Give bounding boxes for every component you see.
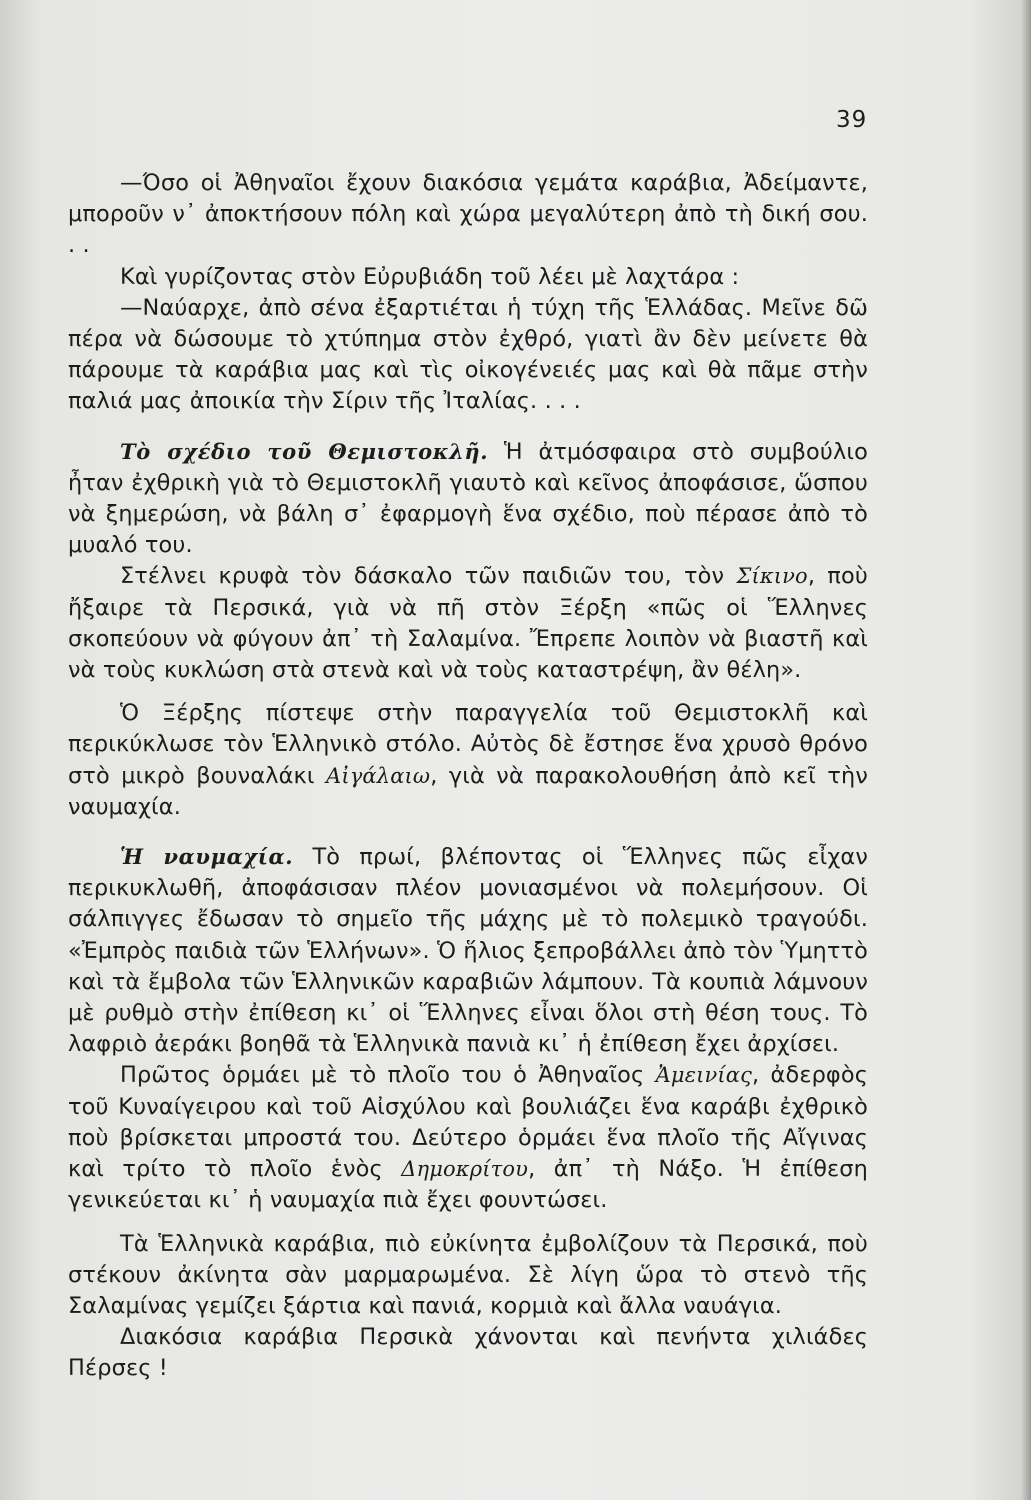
name-demokritos: Δημοκρίτου: [401, 1157, 529, 1182]
paragraph-battle-text: Τὸ πρωί, βλέποντας οἱ Ἕλληνες πῶς εἶχαν περικυκλωθῆ, ἀποφάσισαν πλέον μονιασμένοι νὰ πολεμήσουν. Οἱ σάλπιγγες ἔδωσαν τὸ σημεῖο τῆς μάχης μὲ τὸ πολεμικὸ τραγούδι. «Ἐμπρὸς παιδιὰ τῶν Ἑλλήνων». Ὁ ἥλιος ξεπροβάλλει ἀπὸ τὸν Ὑμηττὸ καὶ τὰ ἔμβολα τῶν Ἑλληνικῶν καραβιῶν λάμπουν. Τὰ κουπιὰ λάμνουν μὲ ρυθμὸ στὴν ἐπίθεση κι᾿ οἱ Ἕλληνες εἶναι ὅλοι στὴ θέση τους. Τὸ λαφριὸ ἀεράκι βοηθᾶ τὰ Ἑλληνικὰ πανιὰ κι᾿ ἡ ἐπίθεση ἔχει ἀρχίσει.: [68, 844, 869, 1058]
paragraph-sikinos-b: , ποὺ ἤξαιρε τὰ Περσικά, γιὰ νὰ πῆ στὸν Ξέρξη «πῶς οἱ Ἕλληνες σκοπεύουν νὰ φύγουν ἀπ᾿ τὴ Σαλαμίνα. Ἔπρεπε λοιπὸν νὰ βιαστῆ καὶ νὰ τοὺς κυκλώση στὰ στενὰ καὶ νὰ τοὺς καταστρέψη, ἂν θέλη».: [68, 563, 868, 684]
paragraph-ameinias-a: Πρῶτος ὁρμάει μὲ τὸ πλοῖο του ὁ Ἀθηναῖος: [120, 1062, 656, 1089]
paragraph-dialog-2: —Ναύαρχε, ἀπὸ σένα ἐξαρτιέται ἡ τύχη τῆς Ἑλλάδας. Μεῖνε δῶ πέρα νὰ δώσουμε τὸ χτύπημα στὸν ἐχθρό, γιατὶ ἂν δὲν μείνετε θὰ πάρουμε τὰ καράβια μας καὶ τὶς οἰκογένειές μας καὶ θὰ πᾶμε στὴν παλιά μας ἀποικία τὴν Σίριν τῆς Ἰταλίας. . . .: [68, 294, 868, 415]
paragraph-dialog-1: —Όσο οἱ Ἀθηναῖοι ἔχουν διακόσια γεμάτα καράβια, Ἀδείμαντε, μποροῦν ν᾿ ἀποκτήσουν πόλη καὶ χώρα μεγαλύτερη ἀπὸ τὴ δική σου. . .: [68, 170, 868, 259]
paragraph-narration-1: Καὶ γυρίζοντας στὸν Εὐρυβιάδη τοῦ λέει μὲ λαχτάρα :: [120, 263, 740, 290]
paragraph-plan: [68, 436, 868, 562]
paragraph-plan-text: Ἡ ἀτμόσφαιρα στὸ συμβούλιο ἦταν ἐχθρικὴ γιὰ τὸ Θεμιστοκλῆ γιαυτὸ καὶ κεῖνος ἀποφάσισε, ὥσπου νὰ ξημερώση, νὰ βάλη σ᾿ ἐφαρμογὴ ἕνα σχέδιο, ποὺ πέρασε ἀπὸ τὸ μυαλό του.: [68, 438, 868, 559]
paragraph-ameinias-c: , ἀπ᾿ τὴ Νάξο. Ἡ ἐπίθεση γενικεύεται κι᾿ ἡ ναυμαχία πιὰ ἔχει φουντώσει.: [68, 1156, 868, 1214]
paragraph-xerxes: [68, 698, 868, 823]
page-edge-shadow: [1021, 0, 1031, 1500]
page-number: 39: [836, 107, 868, 133]
paragraph-sikinos: [68, 561, 868, 686]
paragraph-sikinos-a: Στέλνει κρυφὰ τὸν δάσκαλο τῶν παιδιῶν του, τὸν: [120, 563, 737, 590]
paragraph-ameinias: [68, 1060, 868, 1216]
paragraph-ships: Τὰ Ἑλληνικὰ καράβια, πιὸ εὐκίνητα ἐμβολίζουν τὰ Περσικά, ποὺ στέκουν ἀκίνητα σὰν μαρμαρωμένα. Σὲ λίγη ὥρα τὸ στενὸ τῆς Σαλαμίνας γεμίζει ξάρτια καὶ πανιά, κορμιὰ καὶ ἄλλα ναυάγια.: [68, 1230, 868, 1319]
name-ameinias: Ἀμεινίας: [655, 1063, 753, 1088]
paragraph-losses: Διακόσια καράβια Περσικὰ χάνονται καὶ πενήντα χιλιάδες Πέρσες !: [68, 1324, 868, 1382]
page-body-text: [68, 168, 868, 1385]
paragraph-battle: [68, 841, 868, 1060]
section-heading-battle: Ἡ ναυμαχία.: [120, 844, 294, 870]
paragraph-xerxes-b: , γιὰ νὰ παρακολουθήση ἀπὸ κεῖ τὴν ναυμαχία.: [68, 762, 868, 820]
paragraph-ameinias-b: , ἀδερφὸς τοῦ Κυναίγειρου καὶ τοῦ Αἰσχύλου καὶ βουλιάζει ἕνα καράβι ἐχθρικὸ ποὺ βρίσκεται μπροστά του. Δεύτερο ὁρμάει ἕνα πλοῖο τῆς Αἴγινας καὶ τρίτο τὸ πλοῖο ἑνὸς: [68, 1062, 868, 1183]
name-aigaleo: Αἰγάλαιω: [326, 763, 431, 788]
name-sikinos: Σίκινο: [736, 564, 808, 589]
paragraph-xerxes-a: Ὁ Ξέρξης πίστεψε στὴν παραγγελία τοῦ Θεμιστοκλῆ καὶ περικύκλωσε τὸν Ἑλληνικὸ στόλο. Αὐτὸς δὲ ἔστησε ἕνα χρυσὸ θρόνο στὸ μικρὸ βουναλάκι: [68, 700, 868, 789]
section-heading-plan: Τὸ σχέδιο τοῦ Θεμιστοκλῆ.: [120, 438, 489, 464]
